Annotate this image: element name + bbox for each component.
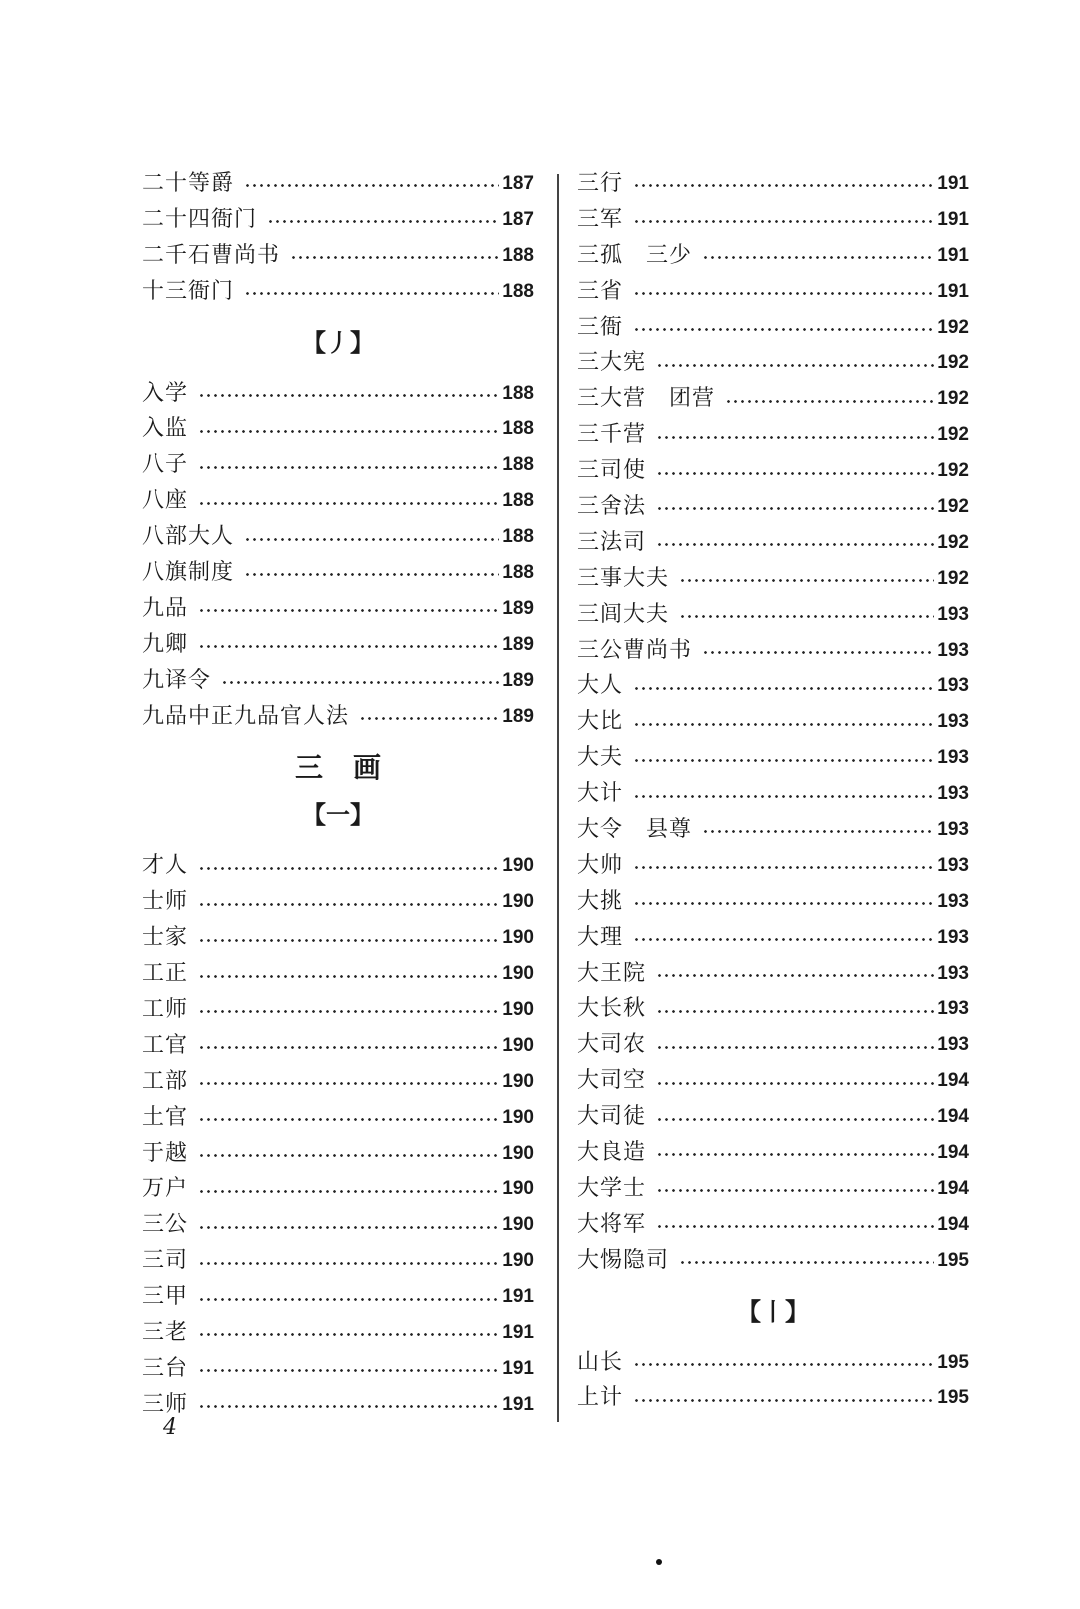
entry-page-number: 189 xyxy=(502,597,534,619)
entry-page-number: 195 xyxy=(937,1351,969,1373)
entry-page-number: 188 xyxy=(502,280,534,302)
dot-leader xyxy=(679,1261,934,1264)
index-entry xyxy=(577,776,969,812)
entry-term: 入监 xyxy=(142,416,189,442)
entry-term: 十三衙门 xyxy=(142,278,235,304)
dot-leader xyxy=(633,723,934,726)
dot-leader xyxy=(633,184,934,187)
left-group-3 xyxy=(142,848,534,1422)
entry-page-number: 192 xyxy=(937,567,969,589)
entry-page-number: 193 xyxy=(937,854,969,876)
entry-page-number: 190 xyxy=(502,1106,534,1128)
index-entry xyxy=(577,1171,969,1207)
dot-leader xyxy=(656,974,934,977)
entry-term: 大司徒 xyxy=(577,1104,647,1130)
index-entry xyxy=(577,956,969,992)
entry-term: 才人 xyxy=(142,853,189,879)
entry-term: 三大宪 xyxy=(577,350,647,376)
entry-term: 三衙 xyxy=(577,314,624,340)
left-group-1 xyxy=(142,166,534,310)
entry-page-number: 192 xyxy=(937,388,969,410)
entry-term: 九品中正九品官人法 xyxy=(142,703,350,729)
right-group-2 xyxy=(577,1345,969,1417)
entry-term: 三公曹尚书 xyxy=(577,637,693,663)
index-entry xyxy=(142,1243,534,1279)
entry-term: 二十四衙门 xyxy=(142,206,258,232)
entry-page-number: 193 xyxy=(937,890,969,912)
dot-leader xyxy=(633,1399,934,1402)
index-entry xyxy=(577,381,969,417)
entry-page-number: 193 xyxy=(937,818,969,840)
dot-leader xyxy=(198,1262,499,1265)
index-entry xyxy=(142,202,534,238)
entry-term: 大司农 xyxy=(577,1032,647,1058)
dot-leader xyxy=(198,867,499,870)
entry-page-number: 195 xyxy=(937,1387,969,1409)
entry-page-number: 191 xyxy=(502,1286,534,1308)
entry-page-number: 194 xyxy=(937,1177,969,1199)
dot-leader xyxy=(198,1333,499,1336)
entry-term: 九卿 xyxy=(142,631,189,657)
index-entry xyxy=(142,663,534,699)
stroke-count-heading: 三画 xyxy=(294,751,411,785)
entry-term: 大帅 xyxy=(577,852,624,878)
entry-page-number: 191 xyxy=(502,1322,534,1343)
index-entry xyxy=(577,417,969,453)
index-entry xyxy=(577,1381,969,1417)
entry-term: 八旗制度 xyxy=(142,559,235,585)
dot-leader xyxy=(725,400,934,403)
index-entry xyxy=(577,740,969,776)
dot-leader xyxy=(359,717,499,720)
dot-leader xyxy=(198,1405,499,1408)
entry-term: 八部大人 xyxy=(142,524,235,550)
entry-term: 大夫 xyxy=(577,745,624,771)
index-entry xyxy=(577,1027,969,1063)
entry-page-number: 188 xyxy=(502,244,534,266)
dot-leader xyxy=(656,1153,934,1156)
dot-leader xyxy=(633,795,934,798)
dot-leader xyxy=(679,615,934,618)
index-entry xyxy=(577,1063,969,1099)
entry-term: 工部 xyxy=(142,1068,189,1094)
entry-term: 大理 xyxy=(577,924,624,950)
right-column xyxy=(577,166,969,1416)
entry-page-number: 192 xyxy=(937,495,969,517)
entry-page-number: 193 xyxy=(937,926,969,948)
entry-page-number: 189 xyxy=(502,633,534,655)
index-entry xyxy=(577,525,969,561)
entry-term: 大比 xyxy=(577,709,624,735)
entry-page-number: 191 xyxy=(937,172,969,194)
entry-term: 三法司 xyxy=(577,529,647,555)
dot-leader xyxy=(198,1010,499,1013)
index-entry xyxy=(577,991,969,1027)
entry-page-number: 188 xyxy=(502,418,534,440)
entry-page-number: 188 xyxy=(502,561,534,583)
entry-page-number: 187 xyxy=(502,208,534,230)
entry-term: 大将军 xyxy=(577,1211,647,1237)
entry-page-number: 188 xyxy=(502,454,534,476)
index-entry xyxy=(142,956,534,992)
entry-page-number: 194 xyxy=(937,1142,969,1163)
dot-leader xyxy=(198,1190,499,1193)
dot-leader xyxy=(244,573,499,576)
index-entry xyxy=(577,1135,969,1171)
entry-page-number: 191 xyxy=(937,244,969,266)
entry-page-number: 190 xyxy=(502,1142,534,1164)
index-entry xyxy=(142,411,534,447)
dot-leader xyxy=(198,939,499,942)
dot-leader xyxy=(633,938,934,941)
entry-page-number: 190 xyxy=(502,1214,534,1236)
entry-term: 工官 xyxy=(142,1032,189,1058)
index-entry xyxy=(577,1099,969,1135)
index-entry xyxy=(142,1387,534,1423)
dot-leader xyxy=(244,292,499,295)
entry-term: 九品 xyxy=(142,595,189,621)
index-entry xyxy=(577,668,969,704)
index-entry xyxy=(142,884,534,920)
index-entry xyxy=(577,274,969,310)
index-entry xyxy=(577,561,969,597)
index-entry xyxy=(142,848,534,884)
page-number: 4 xyxy=(163,1415,177,1440)
entry-page-number: 188 xyxy=(502,490,534,512)
index-entry xyxy=(577,597,969,633)
entry-term: 大良造 xyxy=(577,1140,647,1165)
index-entry xyxy=(142,274,534,310)
entry-term: 山长 xyxy=(577,1349,624,1375)
entry-page-number: 190 xyxy=(502,855,534,877)
entry-term: 上计 xyxy=(577,1385,624,1411)
dot-leader xyxy=(198,645,499,648)
dot-leader xyxy=(656,1118,934,1121)
entry-term: 三闾大夫 xyxy=(577,601,670,627)
entry-page-number: 193 xyxy=(937,747,969,769)
index-entry xyxy=(142,1351,534,1387)
index-entry xyxy=(142,483,534,519)
index-entry xyxy=(577,1345,969,1381)
dot-leader xyxy=(244,538,499,541)
entry-term: 九译令 xyxy=(142,667,212,693)
entry-term: 大挑 xyxy=(577,888,624,914)
dot-leader xyxy=(244,184,499,187)
index-entry xyxy=(142,591,534,627)
index-entry xyxy=(142,1207,534,1243)
dot-leader xyxy=(198,502,499,505)
index-entry xyxy=(142,1064,534,1100)
entry-term: 士家 xyxy=(142,925,189,951)
entry-term: 三司 xyxy=(142,1248,189,1274)
dot-leader xyxy=(633,292,934,295)
entry-page-number: 190 xyxy=(502,1034,534,1056)
dot-leader xyxy=(656,1189,934,1192)
entry-term: 二十等爵 xyxy=(142,170,235,196)
dot-leader xyxy=(702,256,934,259)
entry-term: 三千营 xyxy=(577,422,647,448)
entry-page-number: 191 xyxy=(937,280,969,302)
entry-term: 大惕隐司 xyxy=(577,1247,670,1273)
dot-leader xyxy=(198,430,499,433)
dot-leader xyxy=(656,436,934,439)
entry-term: 于越 xyxy=(142,1140,189,1166)
entry-page-number: 193 xyxy=(937,711,969,733)
index-entry xyxy=(577,812,969,848)
entry-term: 三军 xyxy=(577,206,624,232)
index-entry xyxy=(577,848,969,884)
entry-term: 大王院 xyxy=(577,960,647,986)
entry-term: 大人 xyxy=(577,673,624,699)
dot-leader xyxy=(679,579,934,582)
dot-leader xyxy=(221,681,499,684)
entry-page-number: 187 xyxy=(502,172,534,194)
entry-page-number: 193 xyxy=(937,962,969,984)
entry-term: 大长秋 xyxy=(577,996,647,1022)
entry-term: 三老 xyxy=(142,1320,189,1345)
entry-page-number: 191 xyxy=(502,1393,534,1415)
entry-page-number: 193 xyxy=(937,675,969,697)
entry-page-number: 189 xyxy=(502,705,534,727)
index-entry xyxy=(142,447,534,483)
left-group-2 xyxy=(142,376,534,735)
dot-leader xyxy=(633,328,934,331)
entry-page-number: 190 xyxy=(502,1070,534,1092)
dot-leader xyxy=(198,1082,499,1085)
entry-page-number: 188 xyxy=(502,526,534,548)
index-entry xyxy=(142,1100,534,1136)
index-entry xyxy=(142,1279,534,1315)
dot-leader xyxy=(198,1226,499,1229)
entry-page-number: 190 xyxy=(502,891,534,913)
dot-leader xyxy=(656,543,934,546)
index-entry xyxy=(577,633,969,669)
dot-leader xyxy=(656,1046,934,1049)
section-heading-heng: 【一】 xyxy=(302,800,374,830)
entry-page-number: 193 xyxy=(937,998,969,1020)
entry-page-number: 192 xyxy=(937,460,969,482)
entry-page-number: 195 xyxy=(937,1249,969,1271)
entry-page-number: 189 xyxy=(502,669,534,691)
dot-leader xyxy=(633,866,934,869)
index-entry xyxy=(577,884,969,920)
dot-leader xyxy=(656,1225,934,1228)
dot-leader xyxy=(656,364,934,367)
entry-term: 三舍法 xyxy=(577,493,647,519)
index-entry xyxy=(142,699,534,735)
index-entry xyxy=(577,1243,969,1279)
entry-page-number: 191 xyxy=(937,208,969,230)
index-entry xyxy=(577,166,969,202)
entry-page-number: 188 xyxy=(502,382,534,404)
index-entry xyxy=(577,202,969,238)
index-entry xyxy=(142,555,534,591)
index-entry xyxy=(142,627,534,663)
dot-leader xyxy=(633,687,934,690)
entry-term: 土官 xyxy=(142,1104,189,1130)
entry-term: 入学 xyxy=(142,380,189,406)
index-entry xyxy=(142,1136,534,1172)
entry-term: 三孤 三少 xyxy=(577,242,693,268)
entry-page-number: 191 xyxy=(502,1357,534,1379)
index-entry xyxy=(577,704,969,740)
entry-term: 八座 xyxy=(142,488,189,514)
dot-leader xyxy=(198,394,499,397)
dot-leader xyxy=(702,651,934,654)
index-entry xyxy=(142,238,534,274)
entry-page-number: 190 xyxy=(502,963,534,985)
index-entry xyxy=(577,310,969,346)
dot-leader xyxy=(198,1118,499,1121)
entry-term: 大计 xyxy=(577,781,624,807)
entry-term: 士师 xyxy=(142,889,189,915)
dot-leader xyxy=(198,1298,499,1301)
entry-page-number: 192 xyxy=(937,352,969,374)
index-entry xyxy=(142,1171,534,1207)
dot-leader xyxy=(633,1363,934,1366)
section-heading-pie: 【丿】 xyxy=(302,327,374,357)
entry-page-number: 194 xyxy=(937,1213,969,1235)
entry-page-number: 194 xyxy=(937,1070,969,1092)
dot-leader xyxy=(702,830,934,833)
dot-leader xyxy=(656,1082,934,1085)
entry-term: 三甲 xyxy=(142,1284,189,1310)
entry-page-number: 192 xyxy=(937,531,969,553)
right-group-1 xyxy=(577,166,969,1279)
entry-term: 三省 xyxy=(577,278,624,304)
dot-leader xyxy=(290,256,499,259)
index-entry xyxy=(142,376,534,412)
entry-term: 三行 xyxy=(577,170,624,196)
dot-leader xyxy=(633,759,934,762)
entry-page-number: 193 xyxy=(937,639,969,661)
index-entry xyxy=(142,920,534,956)
dot-leader xyxy=(656,1010,934,1013)
entry-term: 二千石曹尚书 xyxy=(142,242,281,268)
dot-leader xyxy=(198,975,499,978)
entry-term: 三台 xyxy=(142,1355,189,1381)
dot-leader xyxy=(656,472,934,475)
entry-term: 三公 xyxy=(142,1212,189,1238)
entry-page-number: 194 xyxy=(937,1106,969,1128)
dot-leader xyxy=(633,902,934,905)
entry-page-number: 193 xyxy=(937,1034,969,1056)
dot-leader xyxy=(656,507,934,510)
entry-page-number: 190 xyxy=(502,1178,534,1200)
index-entry xyxy=(577,345,969,381)
entry-page-number: 190 xyxy=(502,1250,534,1272)
entry-term: 大学士 xyxy=(577,1175,647,1201)
entry-term: 大令 县尊 xyxy=(577,816,693,842)
print-speck xyxy=(656,1559,662,1565)
dot-leader xyxy=(198,1154,499,1157)
entry-term: 三司使 xyxy=(577,458,647,484)
entry-term: 三大营 团营 xyxy=(577,386,716,412)
index-entry xyxy=(142,166,534,202)
entry-page-number: 192 xyxy=(937,424,969,446)
entry-page-number: 193 xyxy=(937,783,969,805)
index-entry xyxy=(142,519,534,555)
index-entry xyxy=(577,489,969,525)
dot-leader xyxy=(633,220,934,223)
entry-term: 八子 xyxy=(142,452,189,478)
index-entry xyxy=(142,992,534,1028)
index-entry xyxy=(577,920,969,956)
entry-term: 大司空 xyxy=(577,1068,647,1094)
dot-leader xyxy=(198,609,499,612)
index-entry xyxy=(577,453,969,489)
index-entry xyxy=(142,1028,534,1064)
entry-page-number: 192 xyxy=(937,316,969,338)
section-heading-shu: 【丨】 xyxy=(737,1296,809,1326)
dot-leader xyxy=(198,1046,499,1049)
entry-term: 工正 xyxy=(142,961,189,987)
entry-page-number: 190 xyxy=(502,998,534,1020)
left-column xyxy=(142,166,534,1423)
dot-leader xyxy=(267,220,499,223)
dot-leader xyxy=(198,466,499,469)
entry-page-number: 190 xyxy=(502,927,534,949)
index-entry xyxy=(577,1207,969,1243)
entry-page-number: 193 xyxy=(937,603,969,625)
dot-leader xyxy=(198,1369,499,1372)
entry-term: 三事大夫 xyxy=(577,565,670,591)
entry-term: 三师 xyxy=(142,1391,189,1417)
index-entry xyxy=(142,1315,534,1351)
dot-leader xyxy=(198,903,499,906)
column-divider xyxy=(557,174,559,1422)
index-entry xyxy=(577,238,969,274)
entry-term: 万户 xyxy=(142,1176,189,1202)
entry-term: 工师 xyxy=(142,996,189,1022)
